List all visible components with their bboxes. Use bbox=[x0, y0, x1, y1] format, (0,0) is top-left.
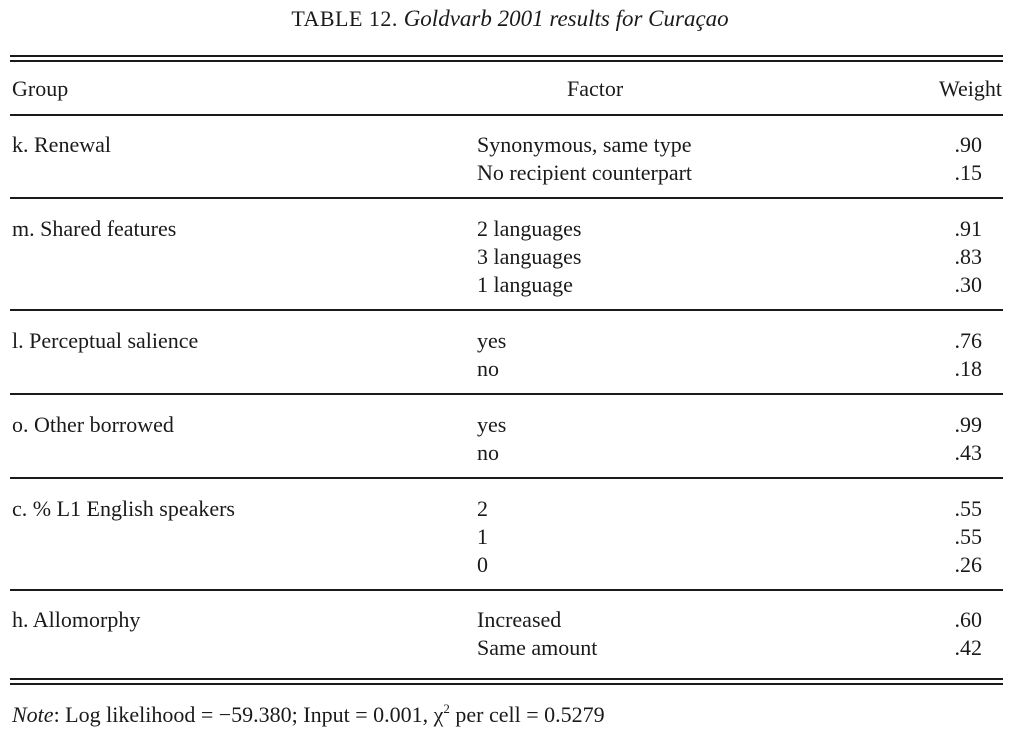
table-title: Goldvarb 2001 results for Curaçao bbox=[403, 6, 729, 31]
group-rule bbox=[10, 309, 1003, 311]
group-rule bbox=[10, 589, 1003, 591]
header-weight: Weight bbox=[939, 76, 1002, 101]
weight-cell: .55 bbox=[954, 496, 982, 521]
bottom-rule-second bbox=[10, 683, 1003, 685]
factor-cell: yes bbox=[477, 328, 507, 353]
factor-cell: no bbox=[477, 356, 499, 381]
note-text: : Log likelihood = −59.380; Input = 0.001, χ bbox=[53, 702, 444, 727]
group-name: c. % L1 English speakers bbox=[12, 496, 235, 521]
group-name: o. Other borrowed bbox=[12, 412, 174, 437]
weight-cell: .76 bbox=[954, 328, 982, 353]
factor-cell-list bbox=[477, 131, 692, 187]
weight-cell: .43 bbox=[954, 440, 982, 465]
table-note bbox=[12, 701, 605, 729]
factor-cell-list bbox=[477, 215, 581, 299]
weight-cell: .90 bbox=[954, 132, 982, 157]
group-name: k. Renewal bbox=[12, 132, 111, 157]
factor-cell: 3 languages bbox=[477, 244, 582, 269]
factor-cell: no bbox=[477, 440, 499, 465]
top-rule-second bbox=[10, 60, 1003, 62]
top-rule bbox=[10, 55, 1003, 57]
weight-cell-list bbox=[955, 215, 983, 299]
factor-cell: Same amount bbox=[477, 635, 598, 660]
group-name: m. Shared features bbox=[12, 216, 177, 241]
factor-cell: 1 bbox=[477, 524, 488, 549]
factor-cell: Increased bbox=[477, 607, 562, 632]
group-rule bbox=[10, 393, 1003, 395]
note-label: Note bbox=[12, 702, 54, 727]
header-rule bbox=[10, 114, 1003, 116]
factor-cell: 1 language bbox=[477, 272, 573, 297]
factor-cell: No recipient counterpart bbox=[477, 160, 693, 185]
factor-cell-list bbox=[477, 411, 506, 467]
group-rule bbox=[10, 477, 1003, 479]
weight-cell: .99 bbox=[954, 412, 982, 437]
weight-cell: .83 bbox=[954, 244, 982, 269]
group-name: l. Perceptual salience bbox=[12, 328, 199, 353]
bottom-rule bbox=[10, 678, 1003, 680]
factor-cell: yes bbox=[477, 412, 507, 437]
weight-cell-list bbox=[955, 411, 983, 467]
header-factor: Factor bbox=[567, 76, 624, 101]
factor-cell-list bbox=[477, 495, 488, 579]
weight-cell-list bbox=[955, 327, 983, 383]
factor-cell: 0 bbox=[477, 552, 488, 577]
weight-cell-list bbox=[955, 131, 983, 187]
factor-cell: 2 languages bbox=[477, 216, 582, 241]
weight-cell: .60 bbox=[954, 607, 982, 632]
factor-cell-list bbox=[477, 327, 506, 383]
note-text-end: per cell = 0.5279 bbox=[449, 702, 605, 727]
header-group: Group bbox=[12, 76, 69, 101]
weight-cell: .18 bbox=[954, 356, 982, 381]
weight-cell: .30 bbox=[954, 272, 982, 297]
group-rule bbox=[10, 197, 1003, 199]
factor-cell: 2 bbox=[477, 496, 488, 521]
weight-cell-list bbox=[955, 606, 983, 662]
group-name: h. Allomorphy bbox=[12, 607, 141, 632]
weight-cell: .42 bbox=[954, 635, 982, 660]
weight-cell-list bbox=[955, 495, 983, 579]
weight-cell: .15 bbox=[954, 160, 982, 185]
weight-cell: .55 bbox=[954, 524, 982, 549]
weight-cell: .91 bbox=[954, 216, 982, 241]
note-superscript: 2 bbox=[443, 701, 450, 716]
table-label: TABLE 12. bbox=[291, 6, 398, 31]
weight-cell: .26 bbox=[954, 552, 982, 577]
factor-cell: Synonymous, same type bbox=[477, 132, 692, 157]
factor-cell-list bbox=[477, 606, 597, 662]
table-caption bbox=[0, 4, 1020, 34]
